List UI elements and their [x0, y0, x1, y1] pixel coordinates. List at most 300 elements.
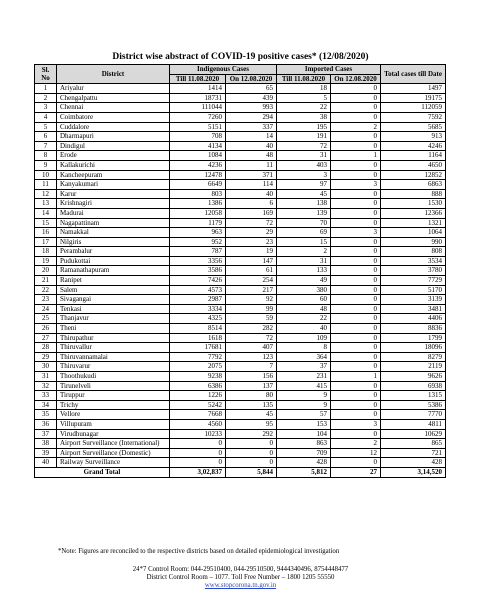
table-cell: 18731 — [170, 93, 226, 103]
table-cell: 72 — [226, 218, 277, 228]
table-cell: 57 — [277, 410, 331, 420]
table-cell: 169 — [226, 208, 277, 218]
table-cell: 3139 — [381, 295, 446, 305]
table-cell: Cuddalore — [57, 122, 170, 132]
table-row — [35, 362, 446, 372]
table-cell: 20 — [35, 266, 57, 276]
table-row — [35, 122, 446, 132]
table-cell: 952 — [170, 237, 226, 247]
table-cell: 59 — [226, 314, 277, 324]
table-cell: 147 — [226, 256, 277, 266]
grand-total-label: Grand Total — [35, 467, 170, 477]
table-cell: 0 — [331, 237, 381, 247]
table-cell: 12852 — [381, 170, 446, 180]
table-cell: 60 — [277, 295, 331, 305]
table-row — [35, 237, 446, 247]
table-cell: 37 — [277, 362, 331, 372]
table-cell: 10629 — [381, 429, 446, 439]
table-row — [35, 448, 446, 458]
table-cell: 8279 — [381, 352, 446, 362]
table-cell: 5 — [277, 93, 331, 103]
table-row — [35, 410, 446, 420]
table-cell: 40 — [277, 324, 331, 334]
table-cell: 72 — [277, 141, 331, 151]
table-row — [35, 266, 446, 276]
table-cell: Thoothukudi — [57, 372, 170, 382]
table-cell: 3534 — [381, 256, 446, 266]
table-cell: 7668 — [170, 410, 226, 420]
table-cell: 114 — [226, 180, 277, 190]
table-row — [35, 170, 446, 180]
table-cell: Thiruvannamalai — [57, 352, 170, 362]
table-cell: 19 — [226, 247, 277, 257]
table-cell: 0 — [331, 112, 381, 122]
table-cell: 138 — [277, 199, 331, 209]
table-row — [35, 151, 446, 161]
table-cell: 0 — [331, 93, 381, 103]
table-cell: 2119 — [381, 362, 446, 372]
table-cell: Karur — [57, 189, 170, 199]
table-cell: 70 — [277, 218, 331, 228]
table-cell: 1530 — [381, 199, 446, 209]
table-cell: 153 — [277, 419, 331, 429]
table-cell: 0 — [331, 295, 381, 305]
table-cell: 709 — [277, 448, 331, 458]
table-cell: 16 — [35, 228, 57, 238]
table-cell: 0 — [331, 343, 381, 353]
table-cell: Chengalpattu — [57, 93, 170, 103]
table-cell: 7592 — [381, 112, 446, 122]
table-row — [35, 429, 446, 439]
table-cell: 4406 — [381, 314, 446, 324]
table-cell: 3356 — [170, 256, 226, 266]
table-cell: 0 — [331, 352, 381, 362]
table-cell: 36 — [35, 419, 57, 429]
col-header-total: Total cases till Date — [381, 65, 446, 84]
table-row — [35, 458, 446, 468]
table-cell: 439 — [226, 93, 277, 103]
table-cell: 29 — [35, 352, 57, 362]
table-cell: 0 — [331, 199, 381, 209]
table-cell: 19 — [35, 256, 57, 266]
report-title: District wise abstract of COVID-19 positive cases* (12/08/2020) — [112, 52, 369, 62]
table-cell: 0 — [331, 285, 381, 295]
table-cell: 1164 — [381, 151, 446, 161]
table-cell: 24 — [35, 304, 57, 314]
table-cell: Thiruvarur — [57, 362, 170, 372]
table-cell: 5170 — [381, 285, 446, 295]
table-cell: 0 — [331, 381, 381, 391]
table-cell: 1315 — [381, 391, 446, 401]
col-header-imported-on: On 12.08.2020 — [331, 74, 381, 84]
table-cell: 428 — [277, 458, 331, 468]
table-cell: 48 — [226, 151, 277, 161]
table-cell: 2987 — [170, 295, 226, 305]
table-cell: 0 — [331, 276, 381, 286]
table-cell: 337 — [226, 122, 277, 132]
table-cell: 4 — [35, 112, 57, 122]
table-cell: 38 — [35, 439, 57, 449]
table-cell: 137 — [226, 381, 277, 391]
table-row — [35, 439, 446, 449]
table-cell: 38 — [277, 112, 331, 122]
table-cell: 217 — [226, 285, 277, 295]
table-cell: 415 — [277, 381, 331, 391]
col-header-imported-till: Till 11.08.2020 — [277, 74, 331, 84]
table-cell: 45 — [226, 410, 277, 420]
table-cell: 380 — [277, 285, 331, 295]
table-cell: 4236 — [170, 160, 226, 170]
table-cell: Chennai — [57, 103, 170, 113]
table-cell: 133 — [277, 266, 331, 276]
table-cell: 7770 — [381, 410, 446, 420]
table-cell: 14 — [35, 208, 57, 218]
table-cell: 0 — [331, 314, 381, 324]
table-cell: 37 — [35, 429, 57, 439]
table-cell: 9238 — [170, 372, 226, 382]
table-cell: 863 — [277, 439, 331, 449]
table-cell: 13 — [35, 199, 57, 209]
table-row — [35, 304, 446, 314]
table-cell: 40 — [226, 189, 277, 199]
table-cell: Virudhunagar — [57, 429, 170, 439]
table-cell: 92 — [226, 295, 277, 305]
table-cell: 112059 — [381, 103, 446, 113]
table-cell: Villupuram — [57, 419, 170, 429]
table-cell: Airport Surveillance (Domestic) — [57, 448, 170, 458]
table-body — [35, 84, 446, 477]
table-cell: Thirupathur — [57, 333, 170, 343]
table-cell: 11 — [226, 160, 277, 170]
table-cell: 26 — [35, 324, 57, 334]
table-cell: 6 — [35, 132, 57, 142]
table-cell: 17 — [35, 237, 57, 247]
table-cell: 7426 — [170, 276, 226, 286]
table-cell: 109 — [277, 333, 331, 343]
table-cell: 19175 — [381, 93, 446, 103]
table-cell: 4246 — [381, 141, 446, 151]
table-row — [35, 372, 446, 382]
table-cell: 35 — [35, 410, 57, 420]
table-cell: 0 — [331, 362, 381, 372]
table-cell: 95 — [226, 419, 277, 429]
table-row — [35, 189, 446, 199]
table-cell: 803 — [170, 189, 226, 199]
table-cell: 22 — [277, 103, 331, 113]
table-row — [35, 400, 446, 410]
table-cell: 0 — [226, 458, 277, 468]
table-cell: Railway Surveillance — [57, 458, 170, 468]
table-cell: 4650 — [381, 160, 446, 170]
table-cell: 139 — [277, 208, 331, 218]
table-cell: 8514 — [170, 324, 226, 334]
table-cell: 3 — [331, 419, 381, 429]
table-cell: 6863 — [381, 180, 446, 190]
table-cell: 23 — [35, 295, 57, 305]
table-cell: 15 — [277, 237, 331, 247]
table-cell: 22 — [35, 285, 57, 295]
table-cell: 156 — [226, 372, 277, 382]
table-cell: Namakkal — [57, 228, 170, 238]
table-cell: 5242 — [170, 400, 226, 410]
table-cell: 0 — [331, 458, 381, 468]
col-header-district: District — [57, 65, 170, 84]
table-cell: 292 — [226, 429, 277, 439]
table-cell: 3 — [277, 170, 331, 180]
col-header-imported: Imported Cases — [277, 65, 381, 75]
table-cell: 12058 — [170, 208, 226, 218]
table-row — [35, 314, 446, 324]
table-cell: 294 — [226, 112, 277, 122]
table-cell: Salem — [57, 285, 170, 295]
table-cell: 18 — [35, 247, 57, 257]
table-row — [35, 333, 446, 343]
table-row — [35, 256, 446, 266]
table-cell: 61 — [226, 266, 277, 276]
table-row — [35, 352, 446, 362]
table-row — [35, 381, 446, 391]
table-cell: 1386 — [170, 199, 226, 209]
table-cell: 2 — [331, 122, 381, 132]
table-cell: 371 — [226, 170, 277, 180]
table-cell: 49 — [277, 276, 331, 286]
table-cell: 0 — [331, 391, 381, 401]
table-cell: Thiruvallur — [57, 343, 170, 353]
table-row — [35, 276, 446, 286]
table-cell: 787 — [170, 247, 226, 257]
table-cell: Dindigul — [57, 141, 170, 151]
table-cell: 33 — [35, 391, 57, 401]
table-cell: 0 — [170, 458, 226, 468]
table-cell: 31 — [35, 372, 57, 382]
table-cell: 0 — [331, 247, 381, 257]
table-cell: 0 — [226, 439, 277, 449]
table-cell: 9 — [277, 400, 331, 410]
table-cell: 407 — [226, 343, 277, 353]
table-cell: Vellore — [57, 410, 170, 420]
table-cell: 7729 — [381, 276, 446, 286]
table-row — [35, 208, 446, 218]
table-cell: 4134 — [170, 141, 226, 151]
table-cell: 4325 — [170, 314, 226, 324]
table-cell: 2 — [35, 93, 57, 103]
table-cell: 0 — [331, 266, 381, 276]
table-cell: 25 — [35, 314, 57, 324]
table-cell: 48 — [277, 304, 331, 314]
table-cell: 5685 — [381, 122, 446, 132]
table-cell: 39 — [35, 448, 57, 458]
table-cell: Perambalur — [57, 247, 170, 257]
table-cell: 8 — [35, 151, 57, 161]
table-cell: 1 — [331, 372, 381, 382]
col-header-indigenous: Indigenous Cases — [170, 65, 277, 75]
footnote: *Note: Figures are reconciled to the respective districts based on detailed epidemiological investigation — [58, 548, 340, 555]
table-cell: 32 — [35, 381, 57, 391]
table-cell: 7 — [35, 141, 57, 151]
table-row — [35, 160, 446, 170]
table-cell: 0 — [170, 439, 226, 449]
control-room-line: 24*7 Control Room: 044-29510400, 044-29510500, 9444340496, 8754448477 — [132, 566, 349, 573]
grand-total-value: 5,844 — [226, 467, 277, 477]
table-cell: 11 — [35, 180, 57, 190]
table-cell: Sivagangai — [57, 295, 170, 305]
table-cell: 45 — [277, 189, 331, 199]
table-cell: 1 — [35, 84, 57, 94]
table-cell: 28 — [35, 343, 57, 353]
table-cell: 2 — [331, 439, 381, 449]
table-cell: 30 — [35, 362, 57, 372]
table-cell: 4573 — [170, 285, 226, 295]
col-header-indigenous-on: On 12.08.2020 — [226, 74, 277, 84]
table-cell: 97 — [277, 180, 331, 190]
table-cell: 913 — [381, 132, 446, 142]
table-cell: 0 — [331, 208, 381, 218]
table-cell: Ranipet — [57, 276, 170, 286]
table-cell: Krishnagiri — [57, 199, 170, 209]
table-cell: 254 — [226, 276, 277, 286]
table-cell: 195 — [277, 122, 331, 132]
table-cell: 3 — [331, 180, 381, 190]
table-cell: 721 — [381, 448, 446, 458]
table-cell: Nagapattinam — [57, 218, 170, 228]
table-cell: 9 — [277, 391, 331, 401]
table-row — [35, 218, 446, 228]
table-cell: 4811 — [381, 419, 446, 429]
table-cell: Erode — [57, 151, 170, 161]
table-cell: 18096 — [381, 343, 446, 353]
table-cell: 111044 — [170, 103, 226, 113]
table-cell: 1497 — [381, 84, 446, 94]
table-cell: Airport Surveillance (International) — [57, 439, 170, 449]
table-cell: 40 — [226, 141, 277, 151]
table-row — [35, 343, 446, 353]
table-cell: 1226 — [170, 391, 226, 401]
table-row — [35, 324, 446, 334]
table-cell: 14 — [226, 132, 277, 142]
table-cell: 1618 — [170, 333, 226, 343]
table-cell: 5386 — [381, 400, 446, 410]
table-cell: 65 — [226, 84, 277, 94]
table-cell: 0 — [331, 400, 381, 410]
table-cell: 0 — [331, 103, 381, 113]
table-cell: 708 — [170, 132, 226, 142]
table-cell: 0 — [331, 218, 381, 228]
table-cell: 3780 — [381, 266, 446, 276]
table-cell: Pudukottai — [57, 256, 170, 266]
table-row — [35, 419, 446, 429]
table-cell: 993 — [226, 103, 277, 113]
table-cell: 12 — [35, 189, 57, 199]
table-cell: 3 — [331, 228, 381, 238]
table-cell: 27 — [35, 333, 57, 343]
table-cell: 31 — [277, 256, 331, 266]
table-cell: 123 — [226, 352, 277, 362]
grand-total-row — [35, 467, 446, 477]
table-cell: 3481 — [381, 304, 446, 314]
table-row — [35, 141, 446, 151]
table-row — [35, 93, 446, 103]
header-row-1 — [35, 65, 446, 75]
table-cell: 10233 — [170, 429, 226, 439]
table-row — [35, 228, 446, 238]
table-cell: 0 — [331, 141, 381, 151]
table-cell: Kancheepuram — [57, 170, 170, 180]
table-cell: 12366 — [381, 208, 446, 218]
table-cell: Ariyalur — [57, 84, 170, 94]
col-header-indigenous-till: Till 11.08.2020 — [170, 74, 226, 84]
table-cell: Theni — [57, 324, 170, 334]
table-cell: 6649 — [170, 180, 226, 190]
table-cell: 17681 — [170, 343, 226, 353]
table-cell: 12478 — [170, 170, 226, 180]
table-cell: Trichy — [57, 400, 170, 410]
table-cell: Kallakurichi — [57, 160, 170, 170]
table-cell: 7260 — [170, 112, 226, 122]
table-cell: 6 — [226, 199, 277, 209]
table-row — [35, 285, 446, 295]
grand-total-value: 5,812 — [277, 467, 331, 477]
table-cell: 191 — [277, 132, 331, 142]
table-cell: Madurai — [57, 208, 170, 218]
table-cell: 0 — [331, 189, 381, 199]
table-cell: 0 — [331, 256, 381, 266]
table-cell: 0 — [331, 324, 381, 334]
table-cell: 0 — [331, 333, 381, 343]
table-cell: Coimbatore — [57, 112, 170, 122]
table-cell: 0 — [331, 429, 381, 439]
table-cell: 23 — [226, 237, 277, 247]
table-cell: 1179 — [170, 218, 226, 228]
table-cell: 10 — [35, 170, 57, 180]
table-cell: Tirunelveli — [57, 381, 170, 391]
table-cell: 7 — [226, 362, 277, 372]
table-cell: 1321 — [381, 218, 446, 228]
table-cell: 1414 — [170, 84, 226, 94]
table-cell: 80 — [226, 391, 277, 401]
table-cell: Tiruppur — [57, 391, 170, 401]
website-link[interactable]: www.stopcorona.tn.gov.in — [204, 582, 277, 590]
table-cell: 21 — [35, 276, 57, 286]
table-cell: 231 — [277, 372, 331, 382]
table-row — [35, 132, 446, 142]
table-cell: 282 — [226, 324, 277, 334]
table-cell: 1064 — [381, 228, 446, 238]
col-header-sl: Sl. No — [35, 65, 57, 84]
table-cell: 0 — [331, 84, 381, 94]
table-cell: 1799 — [381, 333, 446, 343]
table-cell: 135 — [226, 400, 277, 410]
grand-total-value: 3,14,520 — [381, 467, 446, 477]
table-cell: 0 — [331, 170, 381, 180]
table-cell: 8836 — [381, 324, 446, 334]
table-cell: 0 — [331, 410, 381, 420]
table-cell: Thanjavur — [57, 314, 170, 324]
table-cell: 963 — [170, 228, 226, 238]
table-row — [35, 247, 446, 257]
table-cell: 2075 — [170, 362, 226, 372]
table-cell: 34 — [35, 400, 57, 410]
table-cell: 5151 — [170, 122, 226, 132]
table-cell: 3 — [35, 103, 57, 113]
table-cell: 99 — [226, 304, 277, 314]
table-cell: 3334 — [170, 304, 226, 314]
table-row — [35, 199, 446, 209]
table-cell: 6938 — [381, 381, 446, 391]
table-cell: 0 — [331, 132, 381, 142]
district-control-line: District Control Room – 1077. Toll Free Number – 1800 1205 55550 — [146, 574, 335, 582]
table-cell: 3586 — [170, 266, 226, 276]
table-cell: 29 — [226, 228, 277, 238]
